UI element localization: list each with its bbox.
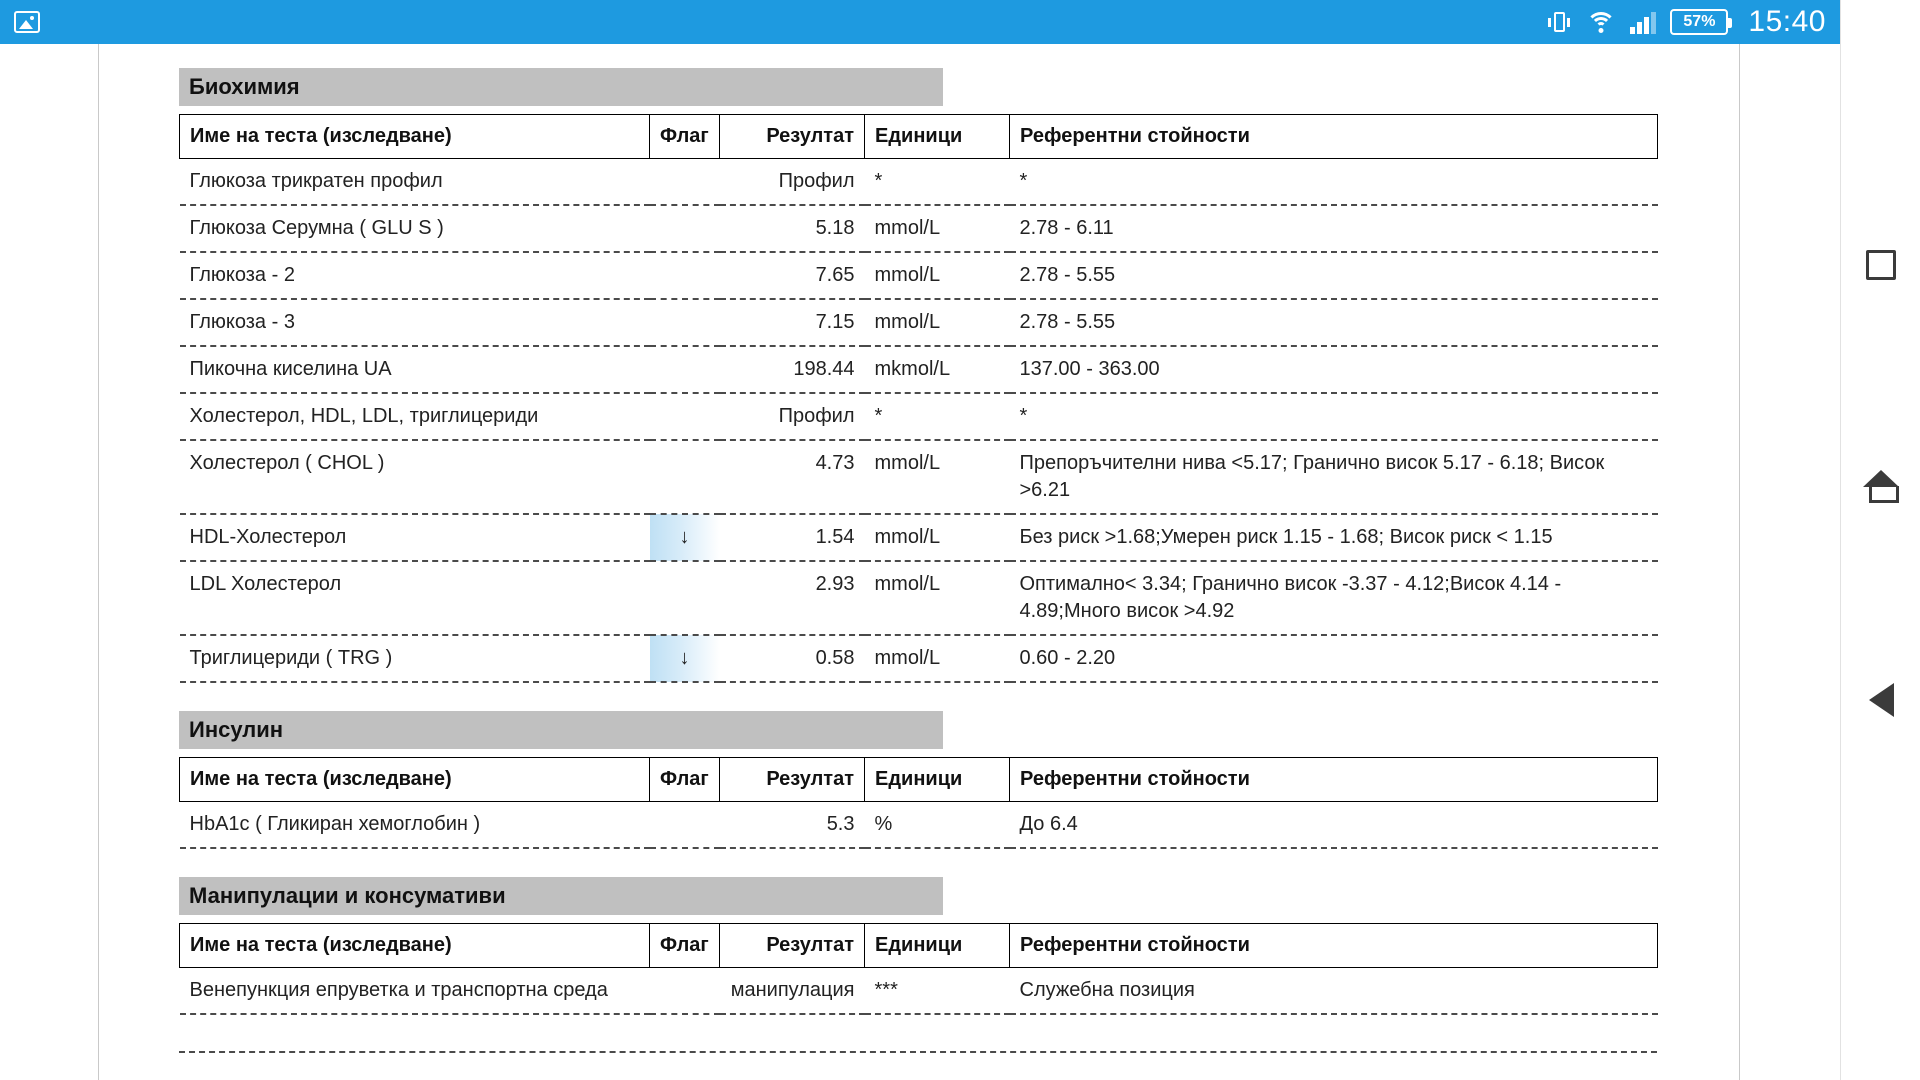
cell-units: mmol/L: [865, 561, 1010, 635]
cell-flag: [650, 968, 720, 1015]
cell-flag: [650, 205, 720, 252]
col-header-units: Единици: [865, 924, 1010, 968]
col-header-name: Име на теста (изследване): [180, 115, 650, 159]
recent-apps-icon: [1866, 250, 1896, 280]
cell-units: mmol/L: [865, 514, 1010, 561]
cell-flag: [650, 393, 720, 440]
home-button[interactable]: [1841, 445, 1920, 525]
cell-result: 1.54: [720, 514, 865, 561]
cell-result: 7.65: [720, 252, 865, 299]
cell-flag: ↓: [650, 514, 720, 561]
table-row: [180, 252, 1658, 299]
table-row: [180, 393, 1658, 440]
table-row: [180, 440, 1658, 514]
col-header-reference: Референтни стойности: [1010, 758, 1658, 802]
col-header-result: Резултат: [720, 115, 865, 159]
cell-reference: Без риск >1.68;Умерен риск 1.15 - 1.68; Висок риск < 1.15: [1010, 514, 1658, 561]
back-button[interactable]: [1841, 660, 1920, 740]
cell-units: *: [865, 393, 1010, 440]
navigation-bar: [1840, 0, 1920, 1080]
cell-units: mmol/L: [865, 635, 1010, 682]
results-table-insulin: [179, 757, 1658, 849]
cell-test-name: Глюкоза - 3: [180, 299, 650, 346]
cell-reference: 2.78 - 6.11: [1010, 205, 1658, 252]
section-header-insulin: Инсулин: [179, 711, 943, 749]
cell-reference: До 6.4: [1010, 802, 1658, 849]
document-page: [98, 44, 1740, 1080]
cell-reference: *: [1010, 159, 1658, 206]
section-header-manipulations: Манипулации и консумативи: [179, 877, 943, 915]
cell-result: 7.15: [720, 299, 865, 346]
cell-result: 2.93: [720, 561, 865, 635]
cell-units: mkmol/L: [865, 346, 1010, 393]
cell-test-name: Глюкоза трикратен профил: [180, 159, 650, 206]
gallery-icon: [14, 11, 40, 33]
cell-reference: Оптимално< 3.34; Гранично висок -3.37 - 4.12;Висок 4.14 - 4.89;Много висок >4.92: [1010, 561, 1658, 635]
table-row: [180, 561, 1658, 635]
col-header-reference: Референтни стойности: [1010, 924, 1658, 968]
cell-units: mmol/L: [865, 299, 1010, 346]
table-header-row: [180, 115, 1658, 159]
table-row: [180, 205, 1658, 252]
cell-test-name: HbA1c ( Гликиран хемоглобин ): [180, 802, 650, 849]
col-header-name: Име на теста (изследване): [180, 758, 650, 802]
table-row: [180, 346, 1658, 393]
report-content: [179, 68, 1659, 1053]
cell-flag: [650, 802, 720, 849]
cell-result: 5.3: [720, 802, 865, 849]
document-viewport[interactable]: [0, 44, 1840, 1080]
home-icon: [1863, 470, 1899, 500]
cell-units: mmol/L: [865, 440, 1010, 514]
col-header-units: Единици: [865, 758, 1010, 802]
cell-test-name: Глюкоза - 2: [180, 252, 650, 299]
page-divider: [179, 1051, 1657, 1053]
cell-flag: [650, 346, 720, 393]
cell-flag: [650, 440, 720, 514]
cell-reference: 0.60 - 2.20: [1010, 635, 1658, 682]
cell-reference: Препоръчителни нива <5.17; Гранично висок 5.17 - 6.18; Висок >6.21: [1010, 440, 1658, 514]
table-header-row: [180, 924, 1658, 968]
cell-result: Профил: [720, 159, 865, 206]
cell-flag: [650, 159, 720, 206]
col-header-result: Резултат: [720, 758, 865, 802]
cell-units: mmol/L: [865, 252, 1010, 299]
cell-units: *: [865, 159, 1010, 206]
section-header-biochemistry: Биохимия: [179, 68, 943, 106]
cell-test-name: Глюкоза Серумна ( GLU S ): [180, 205, 650, 252]
cell-flag: [650, 252, 720, 299]
cell-reference: Служебна позиция: [1010, 968, 1658, 1015]
table-row: [180, 159, 1658, 206]
wifi-icon: [1586, 10, 1616, 34]
cell-test-name: HDL-Холестерол: [180, 514, 650, 561]
col-header-result: Резултат: [720, 924, 865, 968]
cell-reference: *: [1010, 393, 1658, 440]
cell-test-name: Триглицериди ( TRG ): [180, 635, 650, 682]
cell-reference: 2.78 - 5.55: [1010, 252, 1658, 299]
col-header-reference: Референтни стойности: [1010, 115, 1658, 159]
col-header-flag: Флаг: [650, 924, 720, 968]
table-row: [180, 635, 1658, 682]
battery-percent-label: 57%: [1683, 13, 1716, 30]
cell-flag: [650, 561, 720, 635]
cell-flag: ↓: [650, 635, 720, 682]
results-table-manipulations: [179, 923, 1658, 1015]
status-bar: [0, 0, 1840, 44]
cell-result: 0.58: [720, 635, 865, 682]
vibrate-icon: [1546, 9, 1572, 35]
table-row: [180, 802, 1658, 849]
cell-flag: [650, 299, 720, 346]
table-row: [180, 514, 1658, 561]
status-clock: 15:40: [1748, 5, 1826, 38]
results-table-biochemistry: [179, 114, 1658, 683]
col-header-name: Име на теста (изследване): [180, 924, 650, 968]
battery-icon: [1670, 9, 1728, 35]
cell-test-name: Пикочна киселина UA: [180, 346, 650, 393]
cell-units: mmol/L: [865, 205, 1010, 252]
table-row: [180, 968, 1658, 1015]
cell-test-name: Холестерол ( CHOL ): [180, 440, 650, 514]
recent-apps-button[interactable]: [1841, 225, 1920, 305]
cell-test-name: LDL Холестерол: [180, 561, 650, 635]
cell-result: 198.44: [720, 346, 865, 393]
cell-reference: 2.78 - 5.55: [1010, 299, 1658, 346]
col-header-flag: Флаг: [650, 115, 720, 159]
cell-test-name: Холестерол, HDL, LDL, триглицериди: [180, 393, 650, 440]
table-header-row: [180, 758, 1658, 802]
cell-units: ***: [865, 968, 1010, 1015]
back-icon: [1869, 683, 1894, 717]
col-header-flag: Флаг: [650, 758, 720, 802]
cell-test-name: Венепункция епруветка и транспортна среда: [180, 968, 650, 1015]
col-header-units: Единици: [865, 115, 1010, 159]
cell-result: манипулация: [720, 968, 865, 1015]
cell-units: %: [865, 802, 1010, 849]
cell-result: 4.73: [720, 440, 865, 514]
cell-reference: 137.00 - 363.00: [1010, 346, 1658, 393]
cell-result: Профил: [720, 393, 865, 440]
cellular-signal-icon: [1630, 10, 1656, 34]
table-row: [180, 299, 1658, 346]
cell-result: 5.18: [720, 205, 865, 252]
